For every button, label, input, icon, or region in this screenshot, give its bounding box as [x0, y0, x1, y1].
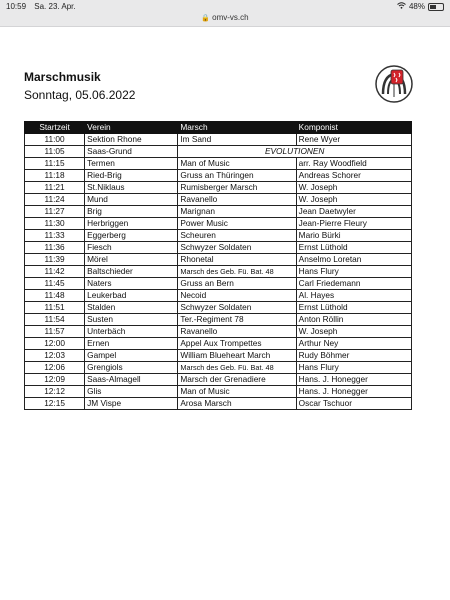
- cell-verein: Saas-Almagell: [85, 374, 178, 386]
- header-marsch: Marsch: [178, 122, 296, 134]
- cell-komponist: Al. Hayes: [296, 290, 411, 302]
- status-left: [6, 2, 82, 11]
- cell-komponist: Hans Flury: [296, 266, 411, 278]
- cell-verein: Susten: [85, 314, 178, 326]
- table-row: [25, 230, 412, 242]
- cell-startzeit: 11:36: [25, 242, 85, 254]
- cell-marsch: EVOLUTIONEN: [178, 146, 412, 158]
- cell-marsch: Im Sand: [178, 134, 296, 146]
- cell-marsch: Appel Aux Trompettes: [178, 338, 296, 350]
- cell-verein: Mund: [85, 194, 178, 206]
- cell-verein: Naters: [85, 278, 178, 290]
- header-startzeit: Startzeit: [25, 122, 85, 134]
- table-row: [25, 242, 412, 254]
- cell-verein: Unterbäch: [85, 326, 178, 338]
- cell-startzeit: 11:00: [25, 134, 85, 146]
- cell-komponist: W. Joseph: [296, 182, 411, 194]
- cell-komponist: Ernst Lüthold: [296, 302, 411, 314]
- table-row: [25, 362, 412, 374]
- header-komponist: Komponist: [296, 122, 411, 134]
- cell-marsch: Rhonetal: [178, 254, 296, 266]
- logo-icon: [374, 64, 414, 104]
- cell-marsch: Marsch des Geb. Fü. Bat. 48: [178, 266, 296, 278]
- cell-verein: JM Vispe: [85, 398, 178, 410]
- cell-startzeit: 11:57: [25, 326, 85, 338]
- table-row: [25, 146, 412, 158]
- cell-komponist: arr. Ray Woodfield: [296, 158, 411, 170]
- schedule-table: [24, 121, 412, 410]
- cell-marsch: Rumisberger Marsch: [178, 182, 296, 194]
- cell-marsch: Necoid: [178, 290, 296, 302]
- cell-komponist: Hans Flury: [296, 362, 411, 374]
- cell-marsch: Man of Music: [178, 158, 296, 170]
- cell-startzeit: 11:42: [25, 266, 85, 278]
- table-row: [25, 314, 412, 326]
- cell-marsch: Scheuren: [178, 230, 296, 242]
- table-row: [25, 374, 412, 386]
- cell-startzeit: 12:15: [25, 398, 85, 410]
- cell-startzeit: 12:03: [25, 350, 85, 362]
- club-logo: [374, 64, 414, 104]
- table-row: [25, 302, 412, 314]
- cell-startzeit: 12:09: [25, 374, 85, 386]
- cell-komponist: W. Joseph: [296, 194, 411, 206]
- cell-marsch: Ravanello: [178, 194, 296, 206]
- table-row: [25, 182, 412, 194]
- cell-startzeit: 12:12: [25, 386, 85, 398]
- cell-marsch: Schwyzer Soldaten: [178, 302, 296, 314]
- cell-startzeit: 11:48: [25, 290, 85, 302]
- cell-verein: St.Niklaus: [85, 182, 178, 194]
- cell-komponist: Carl Friedemann: [296, 278, 411, 290]
- table-row: [25, 278, 412, 290]
- table-row: [25, 218, 412, 230]
- wifi-icon: [397, 2, 406, 11]
- table-row: [25, 386, 412, 398]
- battery-percent: 48%: [408, 2, 425, 11]
- cell-komponist: Ernst Lüthold: [296, 242, 411, 254]
- battery-fill: [430, 5, 436, 9]
- cell-verein: Fiesch: [85, 242, 178, 254]
- cell-marsch: Gruss an Thüringen: [178, 170, 296, 182]
- cell-startzeit: 11:45: [25, 278, 85, 290]
- cell-verein: Glis: [85, 386, 178, 398]
- cell-komponist: W. Joseph: [296, 326, 411, 338]
- cell-marsch: Marsch der Grenadiere: [178, 374, 296, 386]
- cell-startzeit: 11:18: [25, 170, 85, 182]
- cell-marsch: Gruss an Bern: [178, 278, 296, 290]
- table-row: [25, 338, 412, 350]
- cell-verein: Baltschieder: [85, 266, 178, 278]
- cell-startzeit: 11:24: [25, 194, 85, 206]
- table-row: [25, 290, 412, 302]
- cell-startzeit: 11:30: [25, 218, 85, 230]
- cell-startzeit: 12:00: [25, 338, 85, 350]
- cell-komponist: Anselmo Loretan: [296, 254, 411, 266]
- status-date: Sa. 23. Apr.: [34, 2, 76, 11]
- table-row: [25, 134, 412, 146]
- cell-verein: Eggerberg: [85, 230, 178, 242]
- lock-icon: 🔒: [201, 15, 211, 22]
- cell-startzeit: 11:39: [25, 254, 85, 266]
- table-row: [25, 398, 412, 410]
- cell-startzeit: 11:15: [25, 158, 85, 170]
- cell-verein: Ernen: [85, 338, 178, 350]
- cell-startzeit: 11:33: [25, 230, 85, 242]
- cell-verein: Mörel: [85, 254, 178, 266]
- cell-verein: Saas-Grund: [85, 146, 178, 158]
- address-bar[interactable]: [0, 13, 450, 22]
- cell-verein: Grengiols: [85, 362, 178, 374]
- cell-marsch: Man of Music: [178, 386, 296, 398]
- table-row: [25, 254, 412, 266]
- cell-verein: Leukerbad: [85, 290, 178, 302]
- status-right: [397, 2, 444, 11]
- cell-verein: Gampel: [85, 350, 178, 362]
- cell-komponist: Mario Bürki: [296, 230, 411, 242]
- page-title: Marschmusik: [24, 70, 101, 84]
- cell-komponist: Oscar Tschuor: [296, 398, 411, 410]
- page-subtitle: Sonntag, 05.06.2022: [24, 88, 136, 102]
- cell-komponist: Hans. J. Honegger: [296, 386, 411, 398]
- cell-marsch: William Blueheart March: [178, 350, 296, 362]
- table-row: [25, 326, 412, 338]
- cell-komponist: Anton Röllin: [296, 314, 411, 326]
- table-row: [25, 266, 412, 278]
- cell-marsch: Marignan: [178, 206, 296, 218]
- cell-verein: Stalden: [85, 302, 178, 314]
- table-row: [25, 206, 412, 218]
- cell-komponist: Jean Daetwyler: [296, 206, 411, 218]
- url-text: omv-vs.ch: [212, 13, 249, 22]
- cell-marsch: Marsch des Geb. Fü. Bat. 48: [178, 362, 296, 374]
- cell-marsch: Schwyzer Soldaten: [178, 242, 296, 254]
- cell-marsch: Ter.-Regiment 78: [178, 314, 296, 326]
- cell-startzeit: 12:06: [25, 362, 85, 374]
- cell-komponist: Rene Wyer: [296, 134, 411, 146]
- battery-icon: [428, 3, 444, 11]
- cell-komponist: Jean-Pierre Fleury: [296, 218, 411, 230]
- cell-startzeit: 11:05: [25, 146, 85, 158]
- cell-startzeit: 11:51: [25, 302, 85, 314]
- cell-verein: Termen: [85, 158, 178, 170]
- cell-verein: Brig: [85, 206, 178, 218]
- cell-marsch: Arosa Marsch: [178, 398, 296, 410]
- table-row: [25, 194, 412, 206]
- cell-verein: Ried-Brig: [85, 170, 178, 182]
- cell-komponist: Arthur Ney: [296, 338, 411, 350]
- cell-startzeit: 11:21: [25, 182, 85, 194]
- header-verein: Verein: [85, 122, 178, 134]
- cell-komponist: Rudy Böhmer: [296, 350, 411, 362]
- document-heading: [24, 70, 135, 102]
- cell-komponist: Andreas Schorer: [296, 170, 411, 182]
- table-row: [25, 350, 412, 362]
- cell-startzeit: 11:54: [25, 314, 85, 326]
- table-row: [25, 170, 412, 182]
- status-time: 10:59: [6, 2, 27, 11]
- table-header-row: [25, 122, 412, 134]
- cell-marsch: Power Music: [178, 218, 296, 230]
- cell-startzeit: 11:27: [25, 206, 85, 218]
- cell-komponist: Hans. J. Honegger: [296, 374, 411, 386]
- table-row: [25, 158, 412, 170]
- cell-verein: Sektion Rhone: [85, 134, 178, 146]
- cell-marsch: Ravanello: [178, 326, 296, 338]
- cell-verein: Herbriggen: [85, 218, 178, 230]
